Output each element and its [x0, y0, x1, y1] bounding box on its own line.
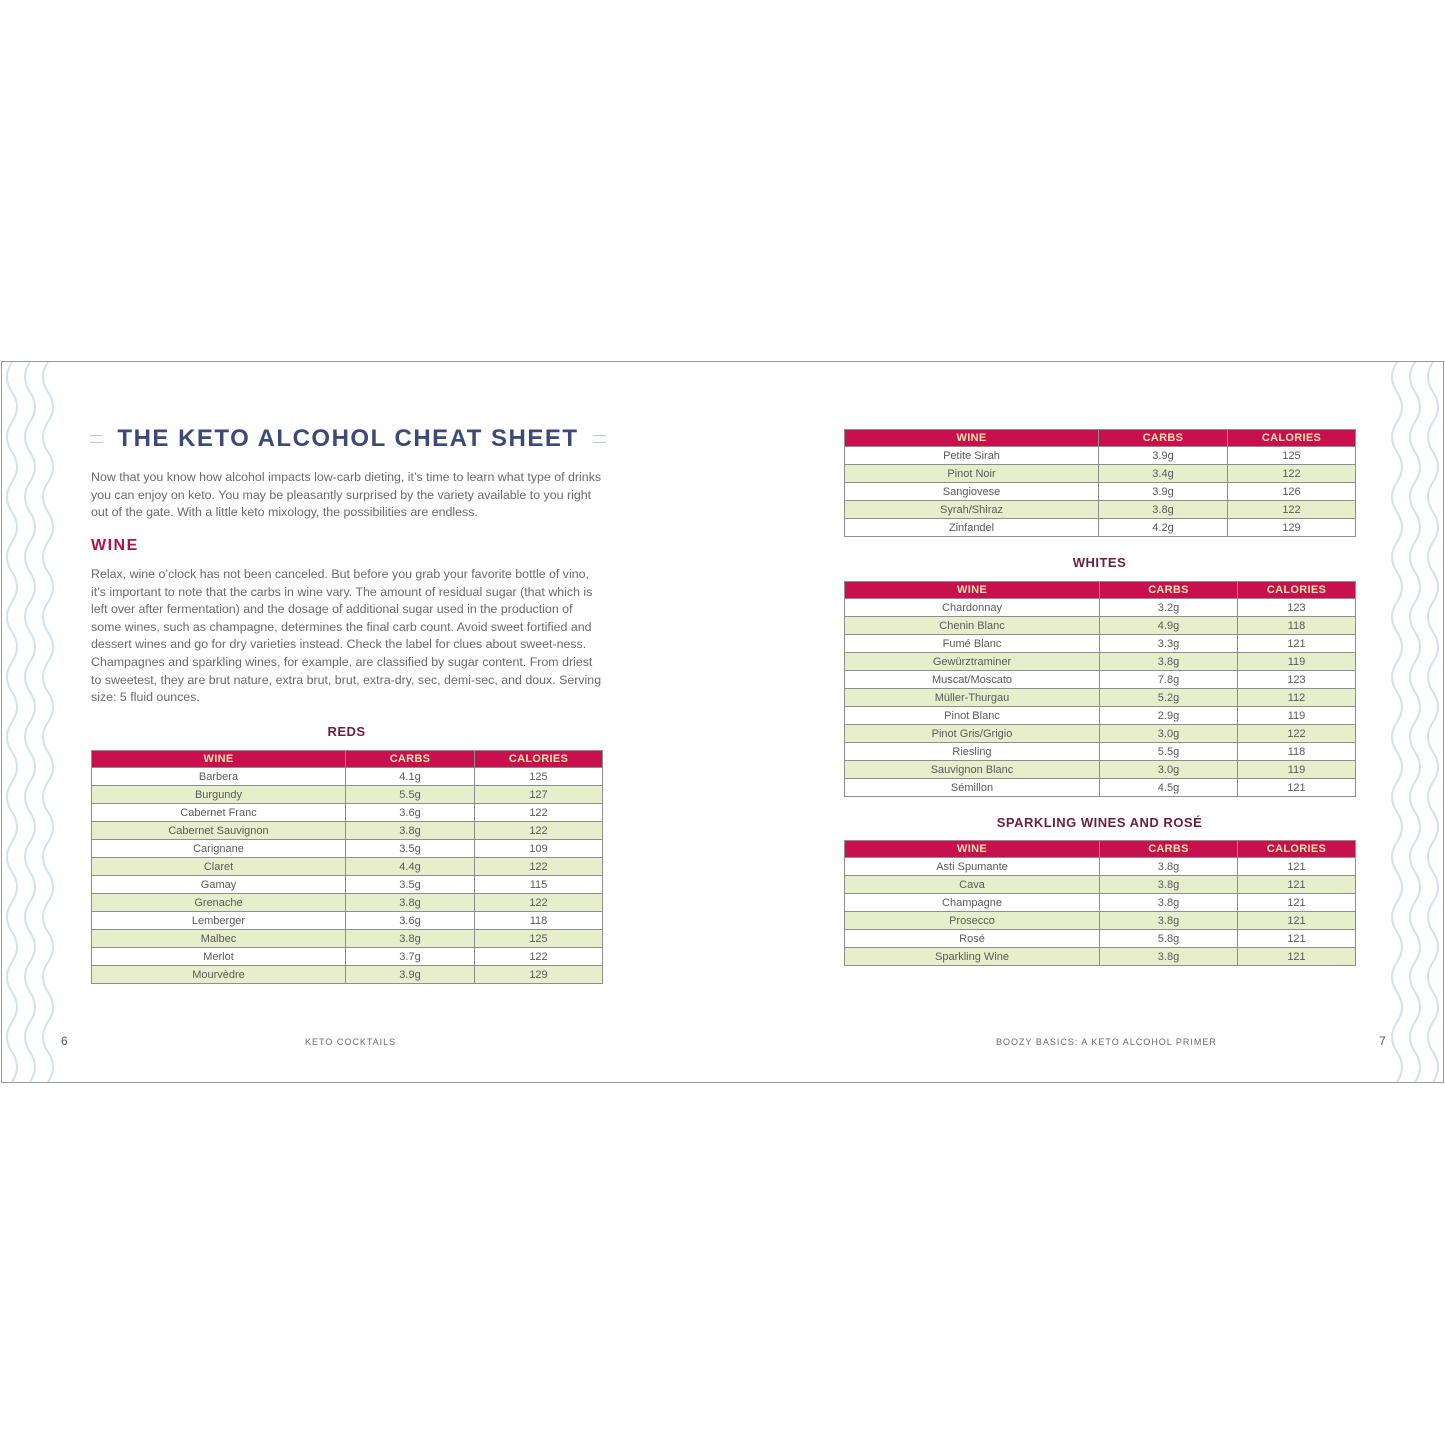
- calories-value: 119: [1238, 653, 1356, 671]
- wine-name: Zinfandel: [845, 519, 1099, 537]
- carbs-value: 4.2g: [1099, 519, 1228, 537]
- table-header-row: [92, 751, 603, 768]
- table-row: [845, 653, 1356, 671]
- calories-value: 122: [475, 822, 603, 840]
- table-row: [845, 465, 1356, 483]
- carbs-value: 5.8g: [1100, 930, 1238, 948]
- table-row: [92, 768, 603, 786]
- intro-paragraph: Now that you know how alcohol impacts low-carb dieting, it’s time to learn what type of drinks you can enjoy on keto. You may be pleasantly surprised by the variety available to you right out of the gate. With a little keto mixology, the possibilities are endless.: [91, 470, 602, 520]
- header-calories: CALORIES: [475, 751, 603, 768]
- carbs-value: 4.4g: [346, 858, 475, 876]
- table-row: [845, 635, 1356, 653]
- wave-border-right: [1383, 362, 1443, 1082]
- carbs-value: 5.5g: [346, 786, 475, 804]
- wine-name: Fumé Blanc: [845, 635, 1100, 653]
- table-row: [845, 447, 1356, 465]
- wine-name: Muscat/Moscato: [845, 671, 1100, 689]
- carbs-value: 3.0g: [1100, 761, 1238, 779]
- carbs-value: 3.7g: [346, 948, 475, 966]
- table-row: [845, 761, 1356, 779]
- carbs-value: 4.9g: [1100, 617, 1238, 635]
- wine-name: Mourvèdre: [92, 966, 346, 984]
- table-row: [92, 804, 603, 822]
- table-row: [845, 779, 1356, 797]
- table-row: [92, 822, 603, 840]
- carbs-value: 4.1g: [346, 768, 475, 786]
- table-row: [845, 858, 1356, 876]
- calories-value: 125: [475, 930, 603, 948]
- table-row: [845, 689, 1356, 707]
- table-row: [845, 483, 1356, 501]
- table-row: [92, 966, 603, 984]
- header-carbs: CARBS: [1100, 582, 1238, 599]
- table-row: [92, 948, 603, 966]
- calories-value: 121: [1238, 858, 1356, 876]
- wine-name: Sémillon: [845, 779, 1100, 797]
- wine-name: Rosé: [845, 930, 1100, 948]
- wine-heading: WINE: [91, 537, 139, 554]
- wine-name: Cabernet Franc: [92, 804, 346, 822]
- wine-name: Asti Spumante: [845, 858, 1100, 876]
- calories-value: 127: [475, 786, 603, 804]
- wine-name: Sparkling Wine: [845, 948, 1100, 966]
- carbs-value: 3.8g: [1100, 858, 1238, 876]
- wine-name: Sangiovese: [845, 483, 1099, 501]
- wine-name: Sauvignon Blanc: [845, 761, 1100, 779]
- carbs-value: 3.8g: [346, 822, 475, 840]
- wine-name: Chenin Blanc: [845, 617, 1100, 635]
- table-row: [845, 519, 1356, 537]
- title-ornament-left: [90, 435, 103, 443]
- calories-value: 122: [1228, 501, 1356, 519]
- footer-left: KETO COCKTAILS: [305, 1037, 397, 1047]
- wine-name: Syrah/Shiraz: [845, 501, 1099, 519]
- calories-value: 122: [475, 858, 603, 876]
- table-row: [92, 912, 603, 930]
- table-row: [845, 948, 1356, 966]
- calories-value: 126: [1228, 483, 1356, 501]
- calories-value: 121: [1238, 635, 1356, 653]
- reds-table: [91, 750, 603, 984]
- wine-name: Riesling: [845, 743, 1100, 761]
- wine-name: Malbec: [92, 930, 346, 948]
- carbs-value: 3.4g: [1099, 465, 1228, 483]
- wine-name: Champagne: [845, 894, 1100, 912]
- header-calories: CALORIES: [1228, 430, 1356, 447]
- calories-value: 123: [1238, 599, 1356, 617]
- carbs-value: 3.6g: [346, 804, 475, 822]
- calories-value: 129: [1228, 519, 1356, 537]
- book-spread: [1, 361, 1444, 1083]
- header-wine: WINE: [92, 751, 346, 768]
- carbs-value: 3.5g: [346, 840, 475, 858]
- carbs-value: 3.8g: [1100, 653, 1238, 671]
- whites-table: [844, 581, 1356, 797]
- calories-value: 122: [475, 804, 603, 822]
- table-row: [845, 671, 1356, 689]
- wine-name: Pinot Blanc: [845, 707, 1100, 725]
- carbs-value: 4.5g: [1100, 779, 1238, 797]
- footer-right: BOOZY BASICS: A KETO ALCOHOL PRIMER: [996, 1037, 1217, 1047]
- carbs-value: 3.8g: [1099, 501, 1228, 519]
- table-header-row: [845, 582, 1356, 599]
- carbs-value: 3.0g: [1100, 725, 1238, 743]
- calories-value: 122: [1238, 725, 1356, 743]
- table-row: [845, 707, 1356, 725]
- table-row: [92, 876, 603, 894]
- carbs-value: 3.2g: [1100, 599, 1238, 617]
- carbs-value: 5.2g: [1100, 689, 1238, 707]
- carbs-value: 3.8g: [1100, 948, 1238, 966]
- carbs-value: 3.8g: [1100, 912, 1238, 930]
- table-row: [845, 599, 1356, 617]
- calories-value: 125: [1228, 447, 1356, 465]
- table-row: [845, 930, 1356, 948]
- title-row: [90, 422, 606, 456]
- calories-value: 129: [475, 966, 603, 984]
- table-row: [92, 894, 603, 912]
- wine-name: Chardonnay: [845, 599, 1100, 617]
- page-number-left: 6: [61, 1034, 68, 1048]
- page-title: THE KETO ALCOHOL CHEAT SHEET: [117, 425, 579, 452]
- reds-continued-table: [844, 429, 1356, 537]
- carbs-value: 3.6g: [346, 912, 475, 930]
- carbs-value: 3.8g: [1100, 894, 1238, 912]
- calories-value: 115: [475, 876, 603, 894]
- calories-value: 121: [1238, 876, 1356, 894]
- wine-paragraph: Relax, wine o’clock has not been canceled. But before you grab your favorite bottle of vino, it’s important to note that the carbs in wine vary. The amount of residual sugar (that which is left over after fermentation) and the dosage of additional sugar used in the production of some wines, such as champagne, determines the final carb count. Avoid sweet fortified and dessert wines and go for dry varieties instead. Check the label for clues about sweet-ness. Champagnes and sparkling wines, for example, are classified by sugar content. From driest to sweetest, they are brut nature, extra brut, brut, extra-dry, sec, demi-sec, and doux. Serving size: 5 fluid ounces.: [91, 567, 602, 705]
- page-number-right: 7: [1379, 1034, 1386, 1048]
- carbs-value: 3.9g: [1099, 483, 1228, 501]
- table-row: [845, 725, 1356, 743]
- table-row: [845, 894, 1356, 912]
- wine-name: Gewürztraminer: [845, 653, 1100, 671]
- carbs-value: 3.8g: [1100, 876, 1238, 894]
- header-wine: WINE: [845, 582, 1100, 599]
- calories-value: 118: [1238, 743, 1356, 761]
- header-wine: WINE: [845, 841, 1100, 858]
- calories-value: 121: [1238, 912, 1356, 930]
- title-ornament-right: [593, 435, 606, 443]
- calories-value: 112: [1238, 689, 1356, 707]
- calories-value: 121: [1238, 930, 1356, 948]
- calories-value: 122: [475, 948, 603, 966]
- wine-name: Carignane: [92, 840, 346, 858]
- table-header-row: [845, 841, 1356, 858]
- wine-name: Cabernet Sauvignon: [92, 822, 346, 840]
- header-carbs: CARBS: [346, 751, 475, 768]
- wine-name: Lemberger: [92, 912, 346, 930]
- wine-name: Pinot Gris/Grigio: [845, 725, 1100, 743]
- carbs-value: 7.8g: [1100, 671, 1238, 689]
- table-row: [845, 912, 1356, 930]
- calories-value: 123: [1238, 671, 1356, 689]
- sparkling-title: SPARKLING WINES AND ROSÉ: [996, 815, 1203, 830]
- wine-name: Merlot: [92, 948, 346, 966]
- table-row: [845, 501, 1356, 519]
- carbs-value: 3.3g: [1100, 635, 1238, 653]
- wine-name: Petite Sirah: [845, 447, 1099, 465]
- carbs-value: 5.5g: [1100, 743, 1238, 761]
- calories-value: 121: [1238, 779, 1356, 797]
- table-row: [845, 876, 1356, 894]
- wine-name: Barbera: [92, 768, 346, 786]
- wine-name: Burgundy: [92, 786, 346, 804]
- calories-value: 119: [1238, 707, 1356, 725]
- table-row: [92, 840, 603, 858]
- wine-name: Müller-Thurgau: [845, 689, 1100, 707]
- table-row: [92, 786, 603, 804]
- calories-value: 122: [1228, 465, 1356, 483]
- whites-title: WHITES: [1072, 555, 1127, 570]
- header-carbs: CARBS: [1100, 841, 1238, 858]
- wine-name: Pinot Noir: [845, 465, 1099, 483]
- carbs-value: 3.5g: [346, 876, 475, 894]
- carbs-value: 3.9g: [346, 966, 475, 984]
- calories-value: 118: [475, 912, 603, 930]
- table-header-row: [845, 430, 1356, 447]
- calories-value: 121: [1238, 948, 1356, 966]
- calories-value: 119: [1238, 761, 1356, 779]
- carbs-value: 2.9g: [1100, 707, 1238, 725]
- wave-border-left: [2, 362, 62, 1082]
- calories-value: 121: [1238, 894, 1356, 912]
- wine-name: Claret: [92, 858, 346, 876]
- header-calories: CALORIES: [1238, 582, 1356, 599]
- table-row: [92, 930, 603, 948]
- wine-name: Grenache: [92, 894, 346, 912]
- reds-title: REDS: [327, 724, 366, 739]
- table-row: [845, 617, 1356, 635]
- calories-value: 109: [475, 840, 603, 858]
- carbs-value: 3.8g: [346, 930, 475, 948]
- wine-name: Prosecco: [845, 912, 1100, 930]
- carbs-value: 3.8g: [346, 894, 475, 912]
- table-row: [92, 858, 603, 876]
- calories-value: 125: [475, 768, 603, 786]
- header-wine: WINE: [845, 430, 1099, 447]
- wine-name: Gamay: [92, 876, 346, 894]
- calories-value: 122: [475, 894, 603, 912]
- table-row: [845, 743, 1356, 761]
- header-calories: CALORIES: [1238, 841, 1356, 858]
- calories-value: 118: [1238, 617, 1356, 635]
- sparkling-table: [844, 840, 1356, 966]
- header-carbs: CARBS: [1099, 430, 1228, 447]
- carbs-value: 3.9g: [1099, 447, 1228, 465]
- wine-name: Cava: [845, 876, 1100, 894]
